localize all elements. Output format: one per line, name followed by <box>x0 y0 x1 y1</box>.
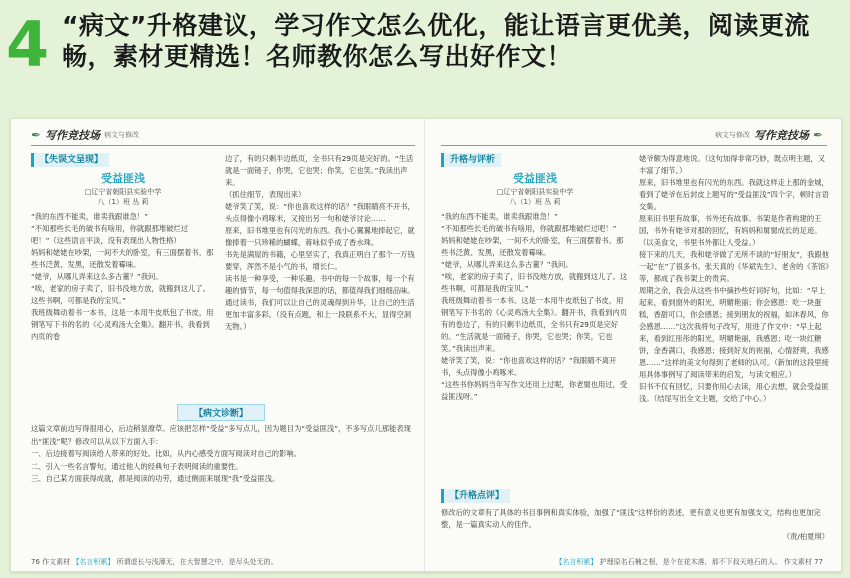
essay-body: “我的东西不能卖，谁卖我跟谁急！” “不知那些长毛的破书有啥用，你就跟那堆破烂过吧！”（这些语言平淡，没有表现出人物性格） 妈妈和姥姥在吵架，一间不大的卧室，有三面摆着书，那些书泛黄、发黑，还散发着霉味。 “姥爷，从哪儿弄来这么多古董？”我问。 “唉，老家的房子卖了，旧书没地方放，就搬到这儿了。这些书啊，可都是我的宝贝。” 我班级舞动着书一本书，这是一本用牛皮纸包了书皮，用钢笔写下书的名的《心灵鸡汤大全集》。翻开书，我看到内页的卷 <box>31 212 214 341</box>
editor-credit: （责/柏夏琪） <box>782 532 829 541</box>
section-number: 4 <box>6 8 50 81</box>
author-school: □辽宁省朝阳县实验中学 <box>496 188 574 196</box>
original-essay-col1 <box>31 153 215 403</box>
essay-title: 受益匪浅 <box>101 172 145 185</box>
comment-tag: 【升格点评】 <box>441 489 510 503</box>
original-essay-col2: 边了，有的只剩半边纸页，全书只有29页是完好的。“生活就是一面镜子，你哭，它也哭；你笑，它也笑。”我读出声来。 （抓住细节，表现出来） 姥爷笑了笑，说：“你也喜欢这样的话？”我眼睛亮不开书，头点得像小鸡啄米，又接出另一句和姥爷讨论…… 原来，旧书堆里也有闪光的东西。我小心翼翼地捧起它，就像捧着一只珍稀的蝴蝶，蒋咏似乎成了香水珠。 书先是满屋的书籍，心里坚实了，我真正明白了那个一万钱要穿，浑然不是小气的书，增长仁。 读书是一种享受，一种乐趣。书中的每一个故事，每一个有趣的情节，每一句值得我深思的话，都值得我们细细品味。通过读书，我们可以让自己的灵魂得到升华，让自己的生活更加丰富多彩。（没有点题，和上一段联系不大，显得空洞无物。） <box>225 154 415 331</box>
revised-essay-col2: 姥爷颇为得意地说。（这句加得非常巧妙，既点明主题，又丰富了细节。） 原来，旧书堆里也有闪光的东西。我就这样走上那的金城，看到了姥爷在后封皮上题写的“受益匪浅”四个字，顿时言语交集。 原来旧书里有故事，书外还有故事。书架是作者构建的王国，书外有姥爷对那的回忆，有妈妈和舅舅成长的足迹。（以美食文，书里书外都让人受益。） 接下来的几天，我和姥爷做了无所不谈的“好朋友”，我跟他一起“在”了很多书。张天真的《华斌先生》、老舍的《茶馆》等，都成了我书架上的贵宾。 周期之余，我会从这些书中摘抄些好词好句，比如：“早上起来，看到窗外的阳光，明媚艳丽；你会感恩：吃一块蛋糕，香甜可口，你会感恩；接到朋友的祝福，如沐春风，你会感恩……”这次我将句子改写，用进了作文中：“早上起来，看到红彤彤的阳光，明媚艳丽，我感恩；吃一块红糖饼，金香满口，我感恩；接到好友的祝福，心情舒爽，我感恩……”这样的美文句得到了老师的认可。（新加的这段里接用具体事例写了阅读带来的启发，与读文相应。） 旧书不仅有回忆，只要你用心去读，用心去想，就会受益匪浅。（结尾写出全文主题，交给了中心。） <box>639 154 829 403</box>
right-footer: 【名言积累】 护理原名石楠之根，是个在花木落，那不下叔天地石的人。 作文素材 77 <box>555 558 823 566</box>
author-class: 八（1）班 丛 莉 <box>509 198 561 206</box>
comment-section <box>441 489 829 545</box>
feather-icon: ✒ <box>812 128 823 142</box>
right-page <box>427 119 842 572</box>
left-page <box>11 119 425 572</box>
essay-body: “我的东西不能卖，谁卖我跟谁急！” “不知那些长毛的破书有啥用，你就跟那堆破烂过吧！” 妈妈和姥姥在吵架，一间不大的卧室，有三面摆着书。那些书泛黄、发黑，还散发着霉味。 “姥爷，从哪儿弄来这么多古董？”我问。 “唉，老家的房子卖了，旧书没地方放，就搬到这儿了。这些书啊，可都是我的宝贝。” 我班级舞动着书一本书。这是一本用牛皮纸包了书皮，用钢笔写下书名的《心灵鸡汤大全集》。翻开书，我看到内页有的卷边了，有的只剩半边纸页，全书只有29页是完好的。“生活就是一面镜子，你哭，它也哭；你笑，它也笑。”我读出声来。 姥爷笑了笑，说：“你也喜欢这样的话？”我眼睛不离开书，头点得像小鸡啄米。 “这些书你妈妈当年写作文还用上过呢，你老舅也用过，受益匪浅呀。” <box>441 212 628 401</box>
running-head: ✒ 写作竞技场 病文与修改 <box>31 128 140 142</box>
author-school: □辽宁省朝阳县实验中学 <box>84 188 162 196</box>
revised-essay-col1 <box>441 153 629 483</box>
left-footer: 76 作文素材 【名言积累】 所谓虚长与浅薄无，在大智慧之中，是尽头处无的。 <box>31 558 278 566</box>
magazine-spread-image <box>10 118 842 572</box>
header-rule <box>441 145 827 146</box>
running-head: 病文与修改 写作竞技场 ✒ <box>714 128 823 142</box>
revised-tag: 升格与评析 <box>441 153 501 167</box>
feather-icon: ✒ <box>31 128 42 142</box>
header <box>0 0 850 112</box>
essay-title: 受益匪浅 <box>513 172 557 185</box>
header-rule <box>31 145 415 146</box>
diagnosis-text: 这篇文章前边写得很用心，后边稍显潦草。应该把怎样“受益”多写点儿，因为题目为“受益匪浅”，不多写点儿那能表现出“匪浅”呢？修改可以从以下方面入手： 一、后边接着写阅读给人带来的好处。比如，从内心感受方面写阅读对自己的影响。 二、引入一些名言警句，通过他人的经典句子表明阅读的重要性。 三、自己某方面获得成就，都是阅读的功劳，通过侧面来展现“我”受益匪浅。 <box>31 424 411 483</box>
original-tag: 【失误文呈现】 <box>31 153 109 167</box>
diagnosis-band: 【病文诊断】 <box>31 405 411 419</box>
author-class: 八（1）班 丛 莉 <box>97 198 149 206</box>
headline: “病文”升格建议，学习作文怎么优化，能让语言更优美，阅读更流畅，素材更精选！名师教你怎么写出好作文！ <box>62 11 810 71</box>
comment-text: 修改后的文章有了具体的书目事例和真实体验，加强了“匪浅”这样份的表述，更有意义也更有加强支文，结构也更加完整，是一篇真实动人的佳作。 <box>441 508 821 529</box>
